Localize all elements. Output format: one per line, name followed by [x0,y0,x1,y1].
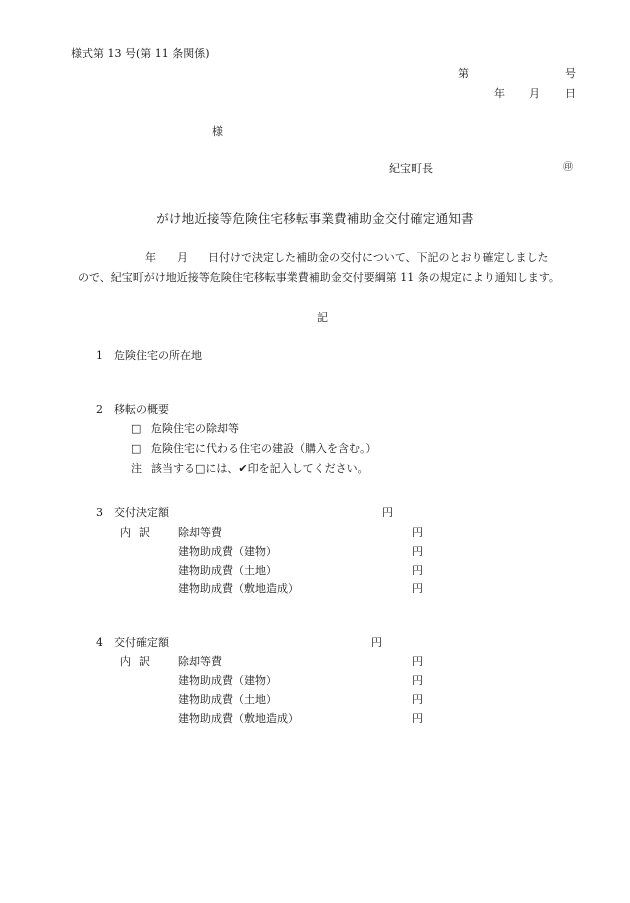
date-day: 日 [565,87,576,100]
checkbox-demolition[interactable]: □ [131,422,142,435]
section1-number: 1 [96,349,103,362]
issuer-name: 紀宝町長 [389,162,433,175]
section4-item-label: 除却等費 [178,655,222,668]
date-year: 年 [494,87,505,100]
section4-unit: 円 [371,636,382,649]
section4-item-label: 建物助成費（建物） [178,674,277,687]
body-month: 月 [177,251,188,264]
section1-label: 危険住宅の所在地 [114,349,202,362]
section4-item-unit: 円 [412,655,423,668]
section3-item-label: 建物助成費（建物） [178,545,277,558]
option-replacement-label: 危険住宅に代わる住宅の建設（購入を含む。） [151,442,377,455]
section3-item-label: 除却等費 [178,526,222,539]
section4-item-label: 建物助成費（土地） [178,693,277,706]
section3-unit: 円 [382,506,393,519]
section3-item-label: 建物助成費（敷地造成） [178,582,299,595]
section3-item-unit: 円 [412,564,423,577]
body-line-1: 日付けで決定した補助金の交付について、下記のとおり確定しました [208,251,549,264]
ki-heading: 記 [317,311,328,324]
note-label: 注 [131,462,142,475]
seal-mark: ㊞ [563,162,573,173]
section2-label: 移転の概要 [114,403,169,416]
note-text: 該当する□には、✔印を記入してください。 [151,462,369,475]
section2-number: 2 [96,403,103,416]
section4-item-unit: 円 [412,693,423,706]
doc-number-prefix: 第 [458,67,469,80]
section4-breakdown-label-1: 内 [120,655,131,668]
doc-number-suffix: 号 [565,67,576,80]
addressee-suffix: 様 [212,125,223,138]
document-title: がけ地近接等危険住宅移転事業費補助金交付確定通知書 [156,211,474,226]
section3-item-unit: 円 [412,545,423,558]
section4-breakdown-label-2: 訳 [139,655,150,668]
section3-item-label: 建物助成費（土地） [178,564,277,577]
section4-label: 交付確定額 [114,636,169,649]
checkbox-replacement[interactable]: □ [131,442,142,455]
section3-breakdown-label-2: 訳 [139,526,150,539]
section4-item-unit: 円 [412,674,423,687]
section3-number: 3 [96,506,103,519]
body-line-2: ので、紀宝町がけ地近接等危険住宅移転事業費補助金交付要綱第 11 条の規定により通知します。 [78,271,560,284]
section4-item-label: 建物助成費（敷地造成） [178,712,299,725]
date-month: 月 [529,87,540,100]
section3-item-unit: 円 [412,582,423,595]
form-label: 様式第 13 号(第 11 条関係) [71,47,210,60]
option-demolition-label: 危険住宅の除却等 [151,422,239,435]
section3-item-unit: 円 [412,526,423,539]
section3-label: 交付決定額 [114,506,169,519]
body-year: 年 [145,251,156,264]
section4-number: 4 [96,636,103,649]
section4-item-unit: 円 [412,712,423,725]
section3-breakdown-label-1: 内 [120,526,131,539]
